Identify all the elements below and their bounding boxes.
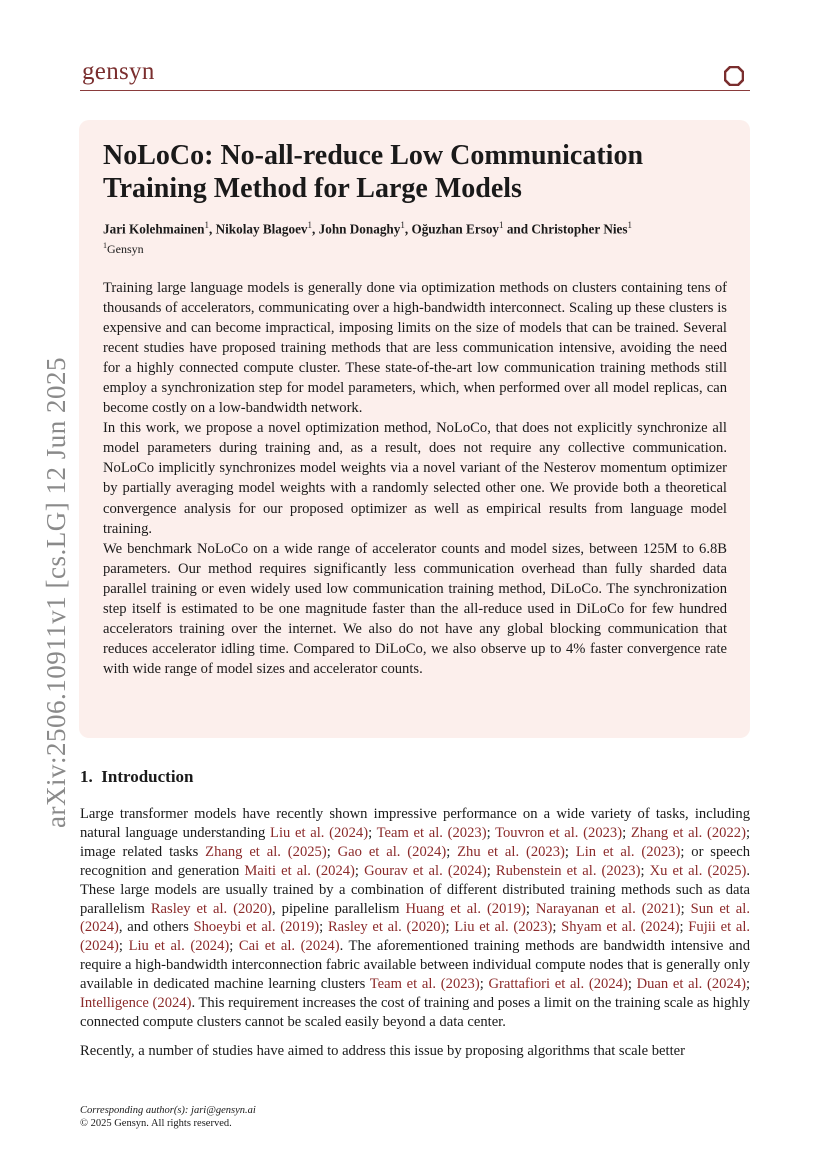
intro-text-run: ; or speech recognition and generation	[80, 843, 751, 879]
intro-text-run: ;	[486, 824, 496, 841]
intro-text-run: . This requirement increases the cost of training and poses a limit on the training scale as highly connected compute clusters cannot be scaled easily beyond a data center.	[80, 995, 750, 1030]
intro-text-run: ;	[229, 938, 239, 955]
citation-link[interactable]: Maiti et al. (2024)	[244, 862, 355, 879]
section-heading	[80, 766, 194, 788]
citation-link[interactable]: Duan et al. (2024)	[636, 976, 746, 993]
introduction-body	[80, 805, 750, 1071]
citation-link[interactable]: Huang et al. (2019)	[405, 900, 526, 917]
octagon-ring-icon	[724, 66, 744, 86]
author-affil-sup: 1	[627, 220, 632, 230]
intro-text-run: ;	[486, 862, 496, 879]
intro-text-run: ;	[525, 900, 536, 917]
citation-link[interactable]: Gourav et al. (2024)	[364, 862, 487, 879]
intro-text-run: ;	[564, 843, 576, 860]
citation-link[interactable]: Team et al. (2023)	[376, 824, 487, 841]
intro-text-run: ;	[368, 824, 377, 841]
author-name: Oğuzhan Ersoy	[411, 221, 500, 237]
section-number: 1.	[80, 767, 93, 786]
intro-text-run: ;	[319, 919, 328, 936]
author-name: Nikolay Blagoev	[215, 221, 308, 237]
intro-text-run: , pipeline parallelism	[272, 900, 406, 917]
abstract-paragraph: In this work, we propose a novel optimization method, NoLoCo, that does not explicitly synchronize all model parameters during training and, as a result, does not require any collective communication. NoLoCo implicitly synchronizes model weights via a novel variant of the Nesterov momentum optimizer by partially averaging model weights with a randomly selected other one. We provide both a theoretical convergence analysis for our proposed optimizer as well as empirical results from language model training.	[103, 420, 727, 537]
citation-link[interactable]: Liu et al. (2023)	[454, 919, 553, 936]
abstract-paragraph: We benchmark NoLoCo on a wide range of accelerator counts and model sizes, between 125M to 6.8B parameters. Our method requires significantly less communication overhead than fully sharded data parallel training or even widely used low communication training method, DiLoCo. The synchronization step itself is estimated to be one magnitude faster than the all-reduce used in DiLoCo for few hundred accelerators training over the internet. We also do not have any global blocking communication that reduces accelerator idling time. Compared to DiLoCo, we also observe up to 4% faster convergence rate with wide range of model sizes and accelerator counts.	[103, 540, 727, 677]
author-name: Christopher Nies	[531, 221, 628, 237]
intro-text-run: . These large models are usually trained by a combination of different distributed training methods such as data parallelism	[80, 862, 751, 917]
citation-link[interactable]: Xu et al. (2025)	[649, 862, 747, 879]
author-affil-sup: 1	[204, 220, 209, 230]
affil-sup: 1	[103, 241, 107, 250]
citation-link[interactable]: Shyam et al. (2024)	[561, 919, 680, 936]
intro-text-run: ;	[680, 900, 691, 917]
citation-link[interactable]: Grattafiori et al. (2024)	[488, 976, 628, 993]
citation-link[interactable]: Cai et al. (2024)	[238, 938, 340, 955]
citation-link[interactable]: Rasley et al. (2020)	[327, 919, 446, 936]
intro-text-run: Large transformer models have recently shown impressive performance on a wide variety of tasks, including natural language understanding	[80, 806, 750, 841]
abstract-paragraph: Training large language models is generally done via optimization methods on clusters containing tens of thousands of accelerators, communicating over a high-bandwidth interconnect. Scaling up these clusters is expensive and can become impractical, imposing limits on the size of models that can be trained. Several recent studies have proposed training methods that are less communication intensive, avoiding the need for a highly connected compute cluster. These state-of-the-art low communication training methods still employ a synchronization step for model parameters, which, when performed over all model replicas, can become costly on a low-bandwidth network.	[103, 280, 727, 417]
abstract-text	[103, 278, 727, 679]
page-footer	[80, 1104, 256, 1130]
corresponding-author: Corresponding author(s): jari@gensyn.ai	[80, 1105, 256, 1116]
citation-link[interactable]: Zhang et al. (2025)	[205, 843, 327, 860]
citation-link[interactable]: Touvron et al. (2023)	[495, 824, 623, 841]
author-affil-sup: 1	[499, 220, 504, 230]
author-affil-sup: 1	[307, 220, 313, 230]
author-affil-sup: 1	[400, 220, 405, 230]
intro-text-run: ;	[446, 843, 458, 860]
citation-link[interactable]: Intelligence (2024)	[80, 995, 192, 1012]
affil-name: Gensyn	[107, 242, 144, 256]
citation-link[interactable]: Lin et al. (2023)	[575, 843, 681, 860]
paper-title: NoLoCo: No-all-reduce Low Communication Training Method for Large Models	[103, 140, 644, 204]
section-title: Introduction	[101, 767, 194, 786]
citation-link[interactable]: Rubenstein et al. (2023)	[495, 862, 641, 879]
brand-logo-text: gensyn	[82, 58, 155, 85]
citation-link[interactable]: Shoeybi et al. (2019)	[193, 919, 320, 936]
intro-text-run: ;	[354, 862, 365, 879]
intro-text-run: ;	[445, 919, 455, 936]
intro-text-run: ;	[679, 919, 689, 936]
intro-text-run: . The aforementioned training methods are bandwidth intensive and require a high-bandwidth interconnection fabric available between individual compute nodes that is generally only available in dedicated machine learning clusters	[80, 938, 750, 993]
citation-link[interactable]: Sun et al. (2024)	[80, 900, 750, 936]
citation-link[interactable]: Rasley et al. (2020)	[150, 900, 273, 917]
intro-text-run: ;	[118, 938, 129, 955]
intro-text-run: ;	[479, 976, 489, 993]
citation-link[interactable]: Narayanan et al. (2021)	[535, 900, 681, 917]
intro-text-run: ;	[552, 919, 562, 936]
intro-paragraph: Recently, a number of studies have aimed to address this issue by proposing algorithms that scale better	[80, 1042, 685, 1059]
copyright-notice: © 2025 Gensyn. All rights reserved.	[80, 1118, 232, 1129]
intro-text-run: ;	[326, 843, 338, 860]
affiliation	[103, 238, 144, 257]
citation-link[interactable]: Gao et al. (2024)	[337, 843, 447, 860]
intro-text-run: , and others	[118, 919, 194, 936]
citation-link[interactable]: Team et al. (2023)	[369, 976, 480, 993]
author-name: Jari Kolehmainen	[103, 221, 205, 237]
citation-link[interactable]: Fujii et al. (2024)	[80, 919, 751, 955]
page-header	[80, 56, 750, 91]
intro-text-run: ;	[745, 976, 750, 993]
author-name: John Donaghy	[318, 221, 401, 237]
citation-link[interactable]: Liu et al. (2024)	[270, 824, 369, 841]
author-list: Jari Kolehmainen$^1$, Nikolay Blagoev$^1$, John Donaghy$^1$, Oğuzhan Ersoy$^1$ and Christopher Nies$^1$	[103, 220, 632, 237]
intro-text-run: ; image related tasks	[80, 824, 750, 860]
intro-text-run: ;	[640, 862, 650, 879]
citation-link[interactable]: Zhang et al. (2022)	[630, 824, 746, 841]
intro-text-run: ;	[627, 976, 637, 993]
arxiv-identifier: arXiv:2506.10911v1 [cs.LG] 12 Jun 2025	[41, 357, 71, 828]
intro-text-run: ;	[622, 824, 631, 841]
intro-paragraph	[80, 805, 750, 1032]
citation-link[interactable]: Zhu et al. (2023)	[457, 843, 565, 860]
citation-link[interactable]: Liu et al. (2024)	[128, 938, 230, 955]
